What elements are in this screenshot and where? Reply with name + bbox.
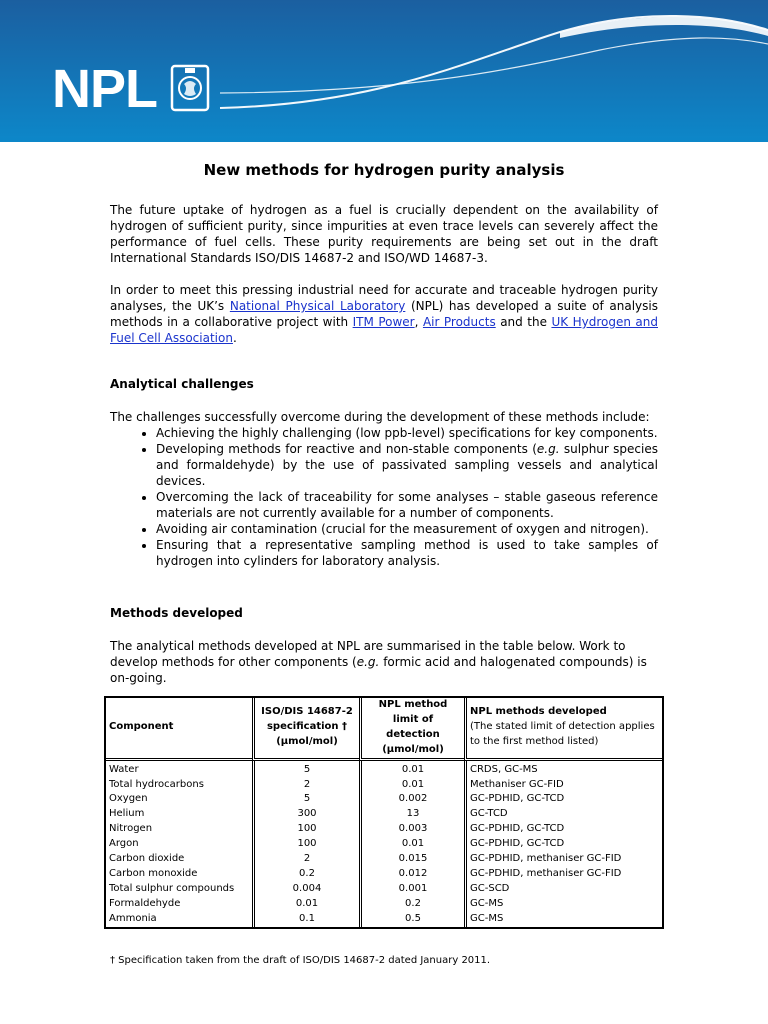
- list-item-text: Overcoming the lack of traceability for some analyses – stable gaseous reference materials are not currently available for a number of components.: [156, 490, 658, 520]
- cell-spec: 100: [252, 837, 359, 852]
- list-item-text: Avoiding air contamination (crucial for the measurement of oxygen and nitrogen).: [156, 522, 649, 536]
- list-item: [156, 425, 658, 441]
- cell-methods: GC-PDHID, methaniser GC-FID: [464, 852, 662, 867]
- table-row: [106, 912, 662, 927]
- npl-logo-text: NPL: [52, 59, 157, 119]
- table-row: [106, 761, 662, 778]
- methods-intro-text-1: The analytical methods developed at NPL are summarised in the table below. Work to develop methods for other components (: [110, 639, 626, 669]
- uk-hfca-link[interactable]: UK Hydrogen and Fuel Cell Association: [110, 315, 658, 345]
- section-heading-challenges: Analytical challenges: [110, 377, 254, 391]
- cell-spec: 2: [252, 778, 359, 793]
- cell-spec: 100: [252, 822, 359, 837]
- cell-spec: 0.1: [252, 912, 359, 927]
- table-body: [106, 761, 662, 927]
- methods-table: [104, 696, 664, 929]
- cell-spec: 0.2: [252, 867, 359, 882]
- cell-methods: GC-MS: [464, 897, 662, 912]
- table-row: [106, 867, 662, 882]
- table-row: [106, 792, 662, 807]
- cell-methods: GC-PDHID, GC-TCD: [464, 837, 662, 852]
- cell-methods: GC-MS: [464, 912, 662, 927]
- header-banner: [0, 0, 768, 142]
- table-row: [106, 837, 662, 852]
- list-item: [156, 489, 658, 521]
- list-item-text: Developing methods for reactive and non-stable components (: [156, 442, 537, 456]
- cell-limit: 0.2: [359, 897, 464, 912]
- cell-limit: 0.5: [359, 912, 464, 927]
- cell-methods: GC-SCD: [464, 882, 662, 897]
- intro2-text-4: and the: [495, 315, 552, 329]
- table-row: [106, 852, 662, 867]
- list-item-text: sulphur species and formaldehyde) by the use of passivated sampling vessels and analytical devices.: [156, 442, 659, 488]
- header-methods-note: (The stated limit of detection applies to the first method listed): [470, 721, 655, 748]
- intro2-text-1: In order to meet this pressing industrial need for accurate and traceable hydrogen purity analyses, the UK’s: [110, 283, 658, 313]
- cell-methods: GC-PDHID, GC-TCD: [464, 792, 662, 807]
- table-row: [106, 897, 662, 912]
- document-body: [110, 160, 658, 969]
- cell-spec: 300: [252, 807, 359, 822]
- cell-component: Carbon monoxide: [109, 867, 198, 879]
- intro-paragraph-1: The future uptake of hydrogen as a fuel is crucially dependent on the availability of hydrogen of sufficient purity, since impurities at even trace levels can severely affect the performance of fuel cells. These purity requirements are being set out in the draft International Standards ISO/DIS 14687-2 and ISO/WD 14687-3.: [110, 203, 658, 265]
- challenges-list: [110, 425, 658, 569]
- list-item-text: Achieving the highly challenging (low ppb-level) specifications for key components.: [156, 426, 658, 440]
- header-spec: ISO/DIS 14687-2 specification † (µmol/mol): [252, 698, 359, 761]
- cell-limit: 0.01: [359, 837, 464, 852]
- cell-component: Argon: [109, 838, 139, 850]
- table-header-row: [106, 698, 662, 761]
- cell-component: Carbon dioxide: [109, 853, 185, 865]
- cell-limit: 0.01: [359, 778, 464, 793]
- cell-limit: 0.01: [359, 761, 464, 778]
- cell-component: Oxygen: [109, 793, 148, 805]
- table-row: [106, 807, 662, 822]
- npl-crest-icon: [170, 64, 210, 112]
- methods-intro-emphasis: e.g.: [356, 655, 380, 669]
- cell-limit: 0.012: [359, 867, 464, 882]
- intro2-text-3: ,: [414, 315, 423, 329]
- cell-spec: 5: [252, 792, 359, 807]
- cell-methods: GC-PDHID, methaniser GC-FID: [464, 867, 662, 882]
- cell-component: Formaldehyde: [109, 897, 181, 909]
- methods-intro: [110, 638, 658, 686]
- cell-methods: Methaniser GC-FID: [464, 778, 662, 793]
- list-item: [156, 441, 658, 489]
- cell-spec: 0.004: [252, 882, 359, 897]
- cell-methods: GC-PDHID, GC-TCD: [464, 822, 662, 837]
- cell-methods: GC-TCD: [464, 807, 662, 822]
- cell-component: Total hydrocarbons: [109, 778, 204, 790]
- list-item: [156, 521, 658, 537]
- cell-component: Ammonia: [109, 912, 157, 924]
- cell-spec: 0.01: [252, 897, 359, 912]
- cell-component: Water: [109, 763, 139, 775]
- cell-spec: 2: [252, 852, 359, 867]
- intro-paragraph-2: [110, 282, 658, 346]
- header-limit: NPL method limit of detection (µmol/mol): [359, 698, 464, 761]
- footnote: † Specification taken from the draft of ISO/DIS 14687-2 dated January 2011.: [110, 954, 491, 966]
- npl-link[interactable]: National Physical Laboratory: [229, 299, 406, 313]
- table-row: [106, 882, 662, 897]
- cell-component: Total sulphur compounds: [109, 882, 235, 894]
- intro2-text-5: .: [232, 331, 237, 345]
- header-component: Component: [106, 698, 252, 761]
- cell-component: Nitrogen: [109, 823, 153, 835]
- table-row: [106, 778, 662, 793]
- list-item-emphasis: e.g.: [536, 442, 560, 456]
- cell-limit: 13: [359, 807, 464, 822]
- cell-component: Helium: [109, 808, 145, 820]
- list-item: [156, 537, 658, 569]
- cell-limit: 0.015: [359, 852, 464, 867]
- air-products-link[interactable]: Air Products: [422, 315, 496, 329]
- header-methods-title: NPL methods developed: [470, 706, 607, 718]
- cell-spec: 5: [252, 761, 359, 778]
- header-methods: [464, 698, 662, 761]
- cell-limit: 0.001: [359, 882, 464, 897]
- section-heading-methods: Methods developed: [110, 606, 243, 620]
- cell-methods: CRDS, GC-MS: [464, 761, 662, 778]
- itm-power-link[interactable]: ITM Power: [352, 315, 415, 329]
- methods-intro-text-2: formic acid and halogenated compounds) is on-going.: [110, 655, 647, 685]
- cell-limit: 0.003: [359, 822, 464, 837]
- cell-limit: 0.002: [359, 792, 464, 807]
- challenges-intro: The challenges successfully overcome during the development of these methods include:: [110, 410, 650, 424]
- page-title: New methods for hydrogen purity analysis: [203, 161, 565, 179]
- table-row: [106, 822, 662, 837]
- list-item-text: Ensuring that a representative sampling method is used to take samples of hydrogen into cylinders for laboratory analysis.: [156, 538, 658, 568]
- intro2-text-2: (NPL) has developed a suite of analysis methods in a collaborative project with: [110, 299, 658, 329]
